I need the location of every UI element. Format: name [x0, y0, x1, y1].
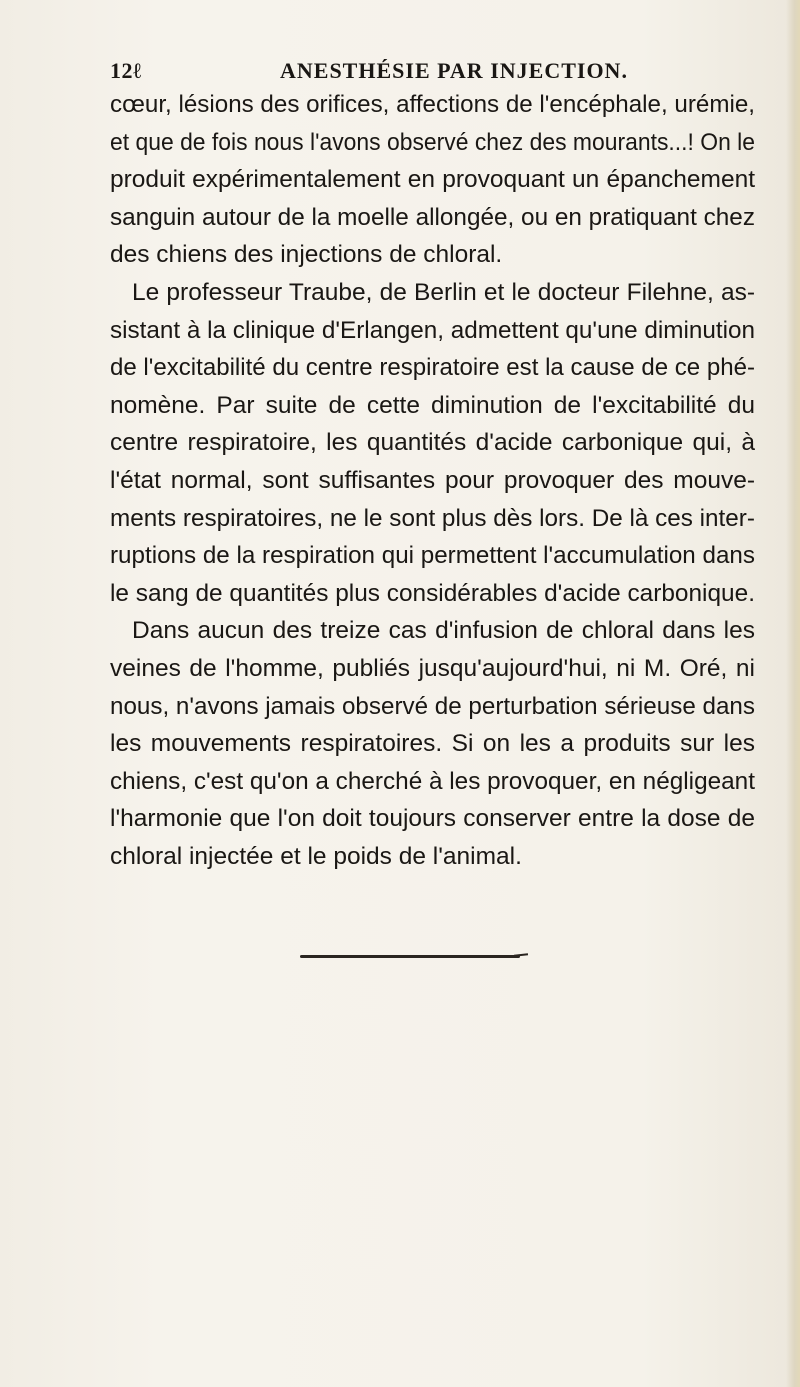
- text-line: l'état normal, sont suffisantes pour provoquer des mouve-: [110, 466, 755, 494]
- page-number: 12ℓ: [110, 58, 142, 83]
- text-line: centre respiratoire, les quantités d'acide carbonique qui, à: [110, 429, 755, 457]
- text-line: Le professeur Traube, de Berlin et le docteur Filehne, as-: [132, 278, 755, 306]
- text-line: ments respiratoires, ne le sont plus dès lors. De là ces inter-: [110, 504, 755, 532]
- text-line: les mouvements respiratoires. Si on les a produits sur les: [110, 730, 755, 758]
- text-line: Dans aucun des treize cas d'infusion de chloral dans les: [132, 617, 755, 645]
- body-text: [110, 86, 755, 875]
- text-line: chiens, c'est qu'on a cherché à les provoquer, en négligeant: [110, 767, 755, 795]
- text-line: cœur, lésions des orifices, affections de l'encéphale, urémie,: [110, 91, 755, 118]
- text-line: de l'excitabilité du centre respiratoire est la cause de ce phé-: [110, 354, 755, 382]
- text-line: veines de l'homme, publiés jusqu'aujourd'hui, ni M. Oré, ni: [110, 654, 755, 682]
- end-rule: [300, 955, 520, 958]
- text-line: sanguin autour de la moelle allongée, ou en pratiquant chez: [110, 203, 755, 231]
- text-line: chloral injectée et le poids de l'animal.: [110, 842, 522, 870]
- running-head: [110, 58, 750, 88]
- page-edge: [786, 0, 800, 1387]
- text-line: des chiens des injections de chloral.: [110, 241, 503, 269]
- text-line: l'harmonie que l'on doit toujours conserver entre la dose de: [110, 805, 755, 833]
- text-line: ruptions de la respiration qui permettent l'accumulation dans: [110, 542, 755, 570]
- text-line: nomène. Par suite de cette diminution de l'excitabilité du: [110, 391, 755, 419]
- text-line: sistant à la clinique d'Erlangen, admettent qu'une diminution: [110, 316, 756, 344]
- text-line: produit expérimentalement en provoquant un épanchement: [110, 166, 755, 194]
- text-line: le sang de quantités plus considérables d'acide carbonique.: [110, 579, 755, 607]
- text-line: nous, n'avons jamais observé de perturbation sérieuse dans: [110, 692, 756, 720]
- text-line: et que de fois nous l'avons observé chez des mourants...! On le: [110, 128, 756, 156]
- running-title: ANESTHÉSIE PAR INJECTION.: [280, 58, 628, 83]
